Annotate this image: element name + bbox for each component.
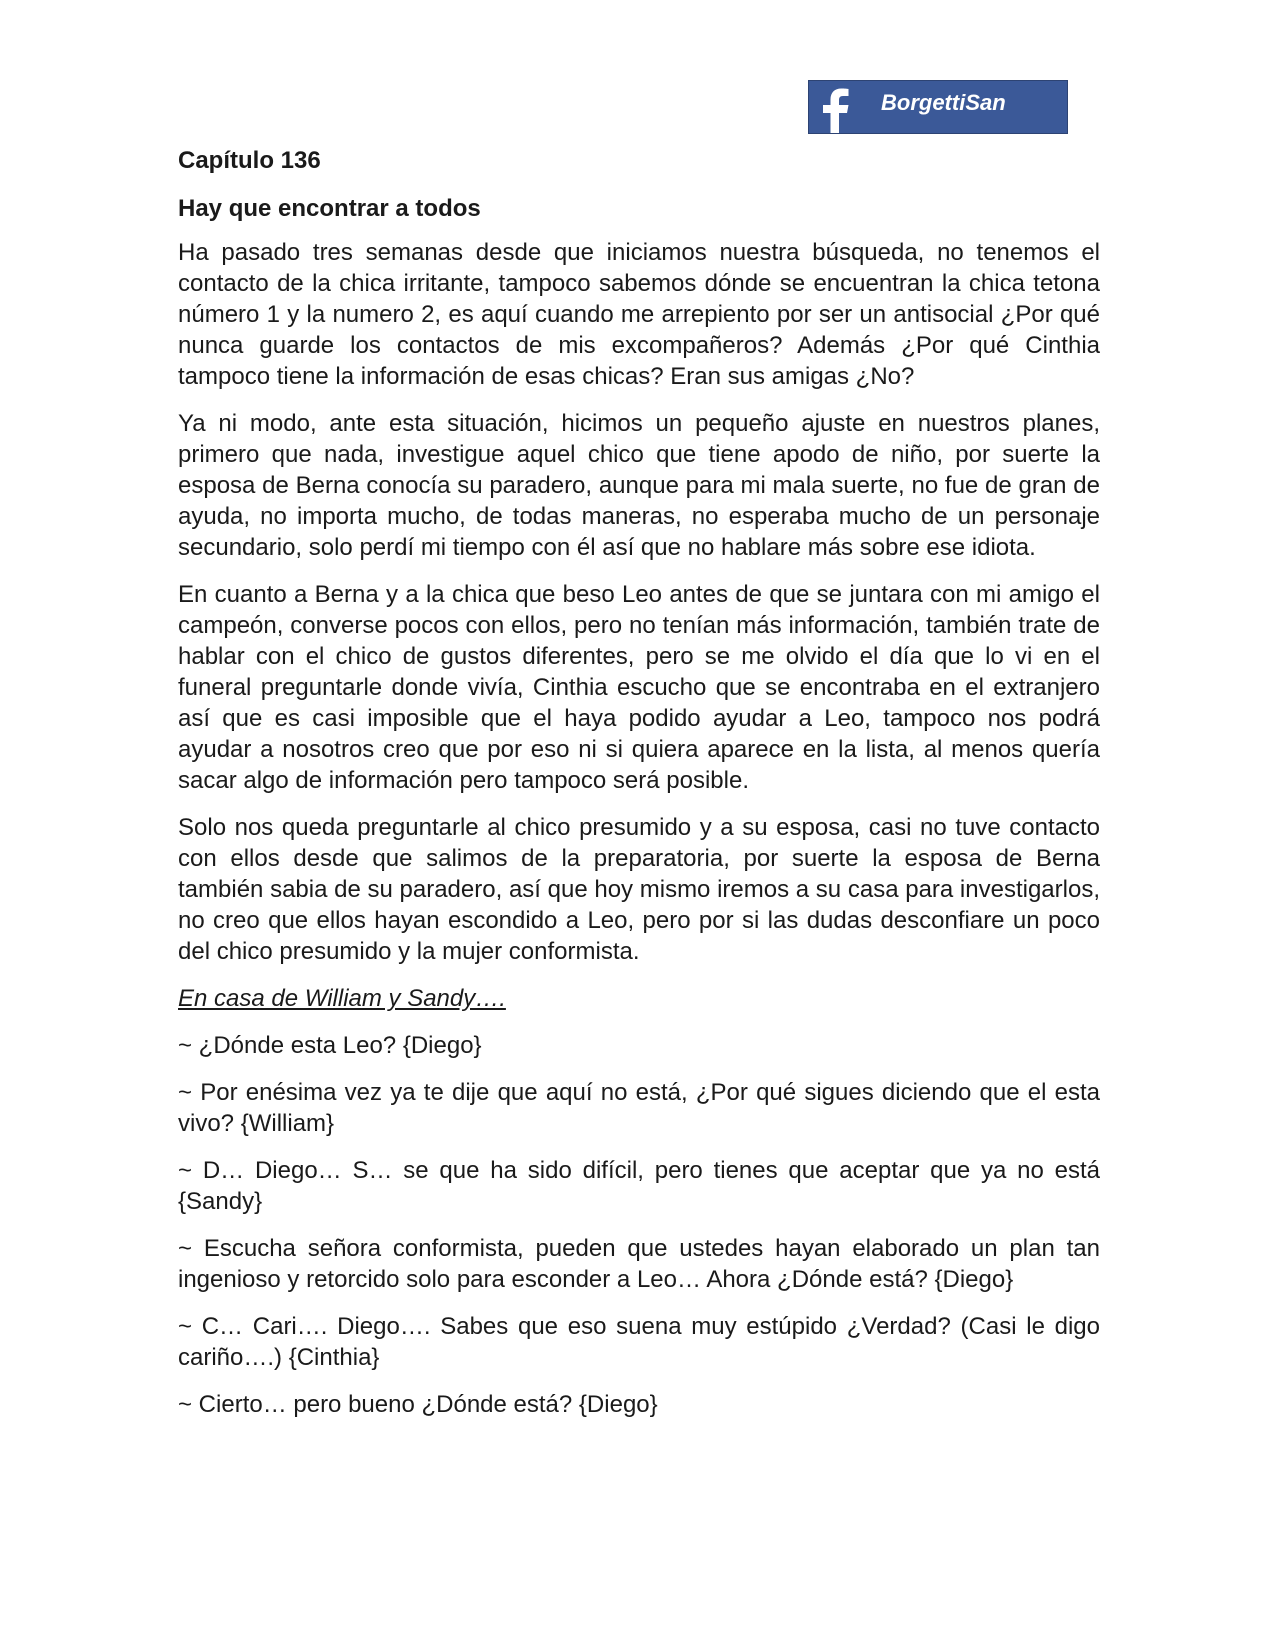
dialogue-line: ~ D… Diego… S… se que ha sido difícil, pero tienes que aceptar que ya no está {Sandy} xyxy=(178,1157,1100,1215)
paragraph: Solo nos queda preguntarle al chico presumido y a su esposa, casi no tuve contacto con ellos desde que salimos de la preparatoria, por suerte la esposa de Berna también sabia de su paradero, así que hoy mismo iremos a su casa para investigarlos, no creo que ellos hayan escondido a Leo, pero por si las dudas desconfiare un poco del chico presumido y la mujer conformista. xyxy=(178,814,1100,965)
dialogue-line: ~ Escucha señora conformista, pueden que ustedes hayan elaborado un plan tan ingenioso y retorcido solo para esconder a Leo… Ahora ¿Dónde está? {Diego} xyxy=(178,1235,1100,1293)
paragraph: Ha pasado tres semanas desde que iniciamos nuestra búsqueda, no tenemos el contacto de la chica irritante, tampoco sabemos dónde se encuentran la chica tetona número 1 y la numero 2, es aquí cuando me arrepiento por ser un antisocial ¿Por qué nunca guarde los contactos de mis excompañeros? Además ¿Por qué Cinthia tampoco tiene la información de esas chicas? Eran sus amigas ¿No? xyxy=(178,239,1100,390)
facebook-icon xyxy=(809,81,863,134)
dialogue-line: ~ Cierto… pero bueno ¿Dónde está? {Diego} xyxy=(178,1391,658,1418)
document-body xyxy=(178,143,1100,1436)
dialogue-line: ~ C… Cari…. Diego…. Sabes que eso suena muy estúpido ¿Verdad? (Casi le digo cariño….) {Cinthia} xyxy=(178,1313,1100,1371)
paragraph: En cuanto a Berna y a la chica que beso Leo antes de que se juntara con mi amigo el campeón, converse pocos con ellos, pero no tenían más información, también trate de hablar con el chico de gustos diferentes, pero se me olvido el día que lo vi en el funeral preguntarle donde vivía, Cinthia escucho que se encontraba en el extranjero así que es casi imposible que el haya podido ayudar a Leo, tampoco nos podrá ayudar a nosotros creo que por eso ni si quiera aparece en la lista, al menos quería sacar algo de información pero tampoco será posible. xyxy=(178,581,1100,794)
dialogue-line: ~ Por enésima vez ya te dije que aquí no está, ¿Por qué sigues diciendo que el esta vivo? {William} xyxy=(178,1079,1100,1137)
scene-heading: En casa de William y Sandy…. xyxy=(178,985,506,1012)
chapter-title: Hay que encontrar a todos xyxy=(178,195,481,222)
paragraph: Ya ni modo, ante esta situación, hicimos un pequeño ajuste en nuestros planes, primero que nada, investigue aquel chico que tiene apodo de niño, por suerte la esposa de Berna conocía su paradero, aunque para mi mala suerte, no fue de gran de ayuda, no importa mucho, de todas maneras, no esperaba mucho de un personaje secundario, solo perdí mi tiempo con él así que no hablare más sobre ese idiota. xyxy=(178,410,1100,561)
dialogue-line: ~ ¿Dónde esta Leo? {Diego} xyxy=(178,1032,482,1059)
facebook-badge[interactable] xyxy=(808,80,1068,134)
facebook-page-name: BorgettiSan xyxy=(881,90,1006,115)
chapter-heading: Capítulo 136 xyxy=(178,147,321,174)
